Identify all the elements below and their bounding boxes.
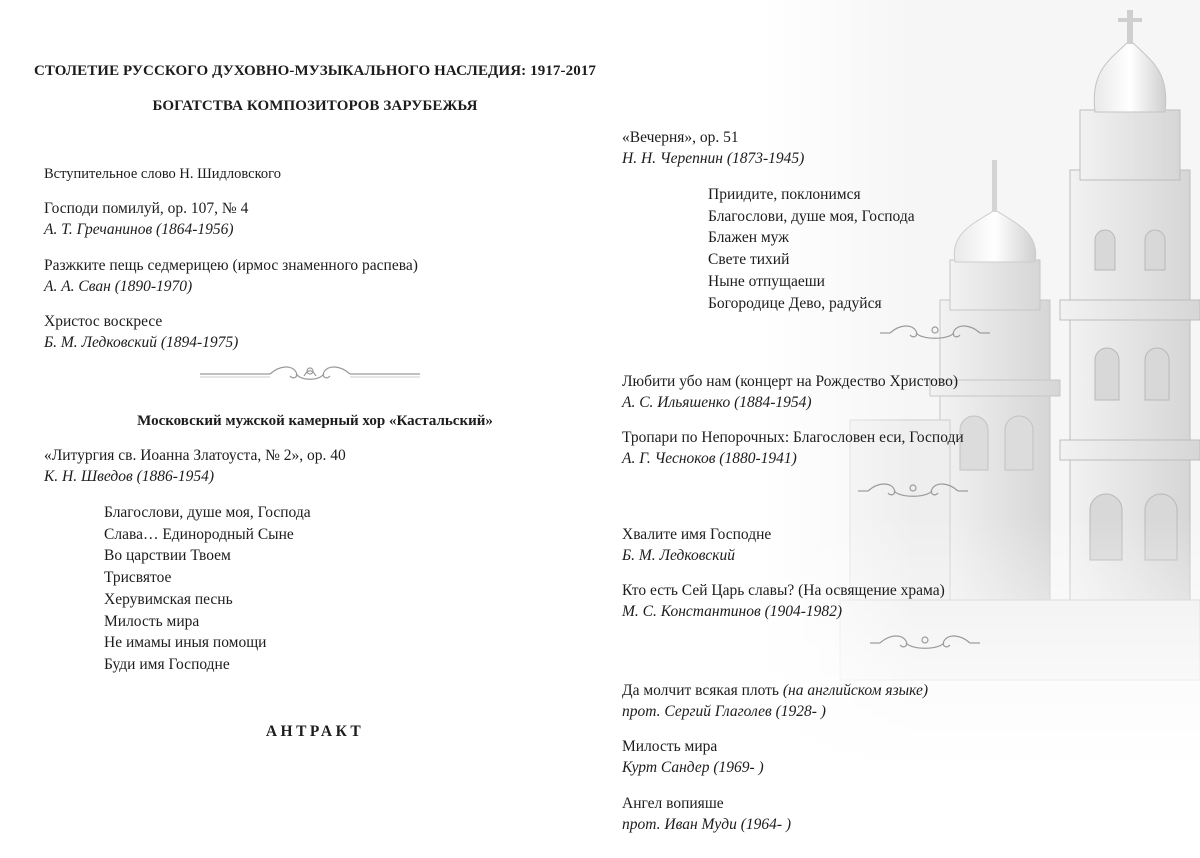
program-item-title: Хвалите имя Господне	[622, 526, 772, 543]
header-subtitle: БОГАТСТВА КОМПОЗИТОРОВ ЗАРУБЕЖЬЯ	[152, 98, 478, 114]
list-item: Во царствии Твоем	[104, 547, 231, 565]
liturgy-title: «Литургия св. Иоанна Златоуста, № 2», ор. 40	[44, 447, 346, 464]
program-item-composer: прот. Сергий Глаголев (1928- )	[622, 703, 826, 720]
liturgy-parts-list	[104, 502, 311, 676]
list-item: Приидите, поклонимся	[708, 186, 861, 203]
program-item-composer: Б. М. Ледковский (1894-1975)	[44, 334, 239, 351]
program-item-composer: А. С. Ильяшенко (1884-1954)	[622, 394, 812, 411]
list-item: Слава… Единородный Сыне	[104, 525, 294, 543]
program-item-title: Тропари по Непорочных: Благословен еси, Господи	[622, 429, 964, 446]
program-item-title-text: Да молчит всякая плоть	[622, 682, 779, 699]
list-item: Херувимская песнь	[104, 590, 233, 608]
program-item-title: Милость мира	[622, 738, 718, 755]
liturgy-composer: К. Н. Шведов (1886-1954)	[44, 468, 215, 485]
ornament-divider-icon	[200, 363, 420, 385]
program-item-composer: А. Г. Чесноков (1880-1941)	[622, 450, 797, 467]
program-item-title: Любити убо нам (концерт на Рождество Христово)	[622, 373, 959, 390]
program-item-composer: А. А. Сван (1890-1970)	[44, 278, 193, 295]
program-item-composer: М. С. Константинов (1904-1982)	[622, 603, 843, 620]
list-item: Блажен муж	[708, 229, 789, 247]
list-item: Милость мира	[104, 612, 200, 630]
ornament-divider-icon	[870, 632, 980, 654]
ornament-divider-icon	[858, 480, 968, 502]
program-item-title: Кто есть Сей Царь славы? (На освящение храма)	[622, 582, 945, 599]
program-item-title: Разжките пещь седмерицею (ирмос знаменного распева)	[44, 257, 418, 274]
intermission-label: АНТРАКТ	[265, 723, 365, 740]
program-item-composer: Курт Сандер (1969- )	[622, 759, 764, 776]
list-item: Ныне отпущаеши	[708, 272, 825, 290]
list-item: Буди имя Господне	[104, 655, 230, 673]
program-item-title: Христос воскресе	[44, 313, 163, 330]
vespers-composer: Н. Н. Черепнин (1873-1945)	[622, 150, 805, 167]
header-title: СТОЛЕТИЕ РУССКОГО ДУХОВНО-МУЗЫКАЛЬНОГО НАСЛЕДИЯ: 1917-2017	[33, 63, 597, 79]
program-item-note: (на английском языке)	[782, 682, 929, 699]
list-item: Трисвятое	[104, 569, 172, 587]
list-item: Свете тихий	[708, 251, 790, 269]
intro-text: Вступительное слово Н. Шидловского	[44, 166, 281, 182]
program-item-title: Господи помилуй, ор. 107, № 4	[44, 200, 249, 217]
program-item-title	[622, 680, 928, 702]
list-item: Благослови, душе моя, Господа	[708, 207, 915, 225]
ornament-divider-icon	[880, 322, 990, 344]
list-item: Благослови, душе моя, Господа	[104, 504, 311, 521]
program-item-composer: А. Т. Гречанинов (1864-1956)	[44, 221, 234, 238]
program-item-title: Ангел вопияше	[622, 795, 724, 812]
list-item: Не имамы иныя помощи	[104, 634, 267, 652]
program-item-composer: прот. Иван Муди (1964- )	[622, 816, 792, 833]
vespers-parts-list	[708, 184, 915, 314]
choir-name: Московский мужской камерный хор «Кастальский»	[137, 413, 493, 429]
list-item: Богородице Дево, радуйся	[708, 294, 882, 312]
vespers-title: «Вечерня», ор. 51	[622, 129, 739, 146]
program-item-composer: Б. М. Ледковский	[622, 547, 735, 564]
